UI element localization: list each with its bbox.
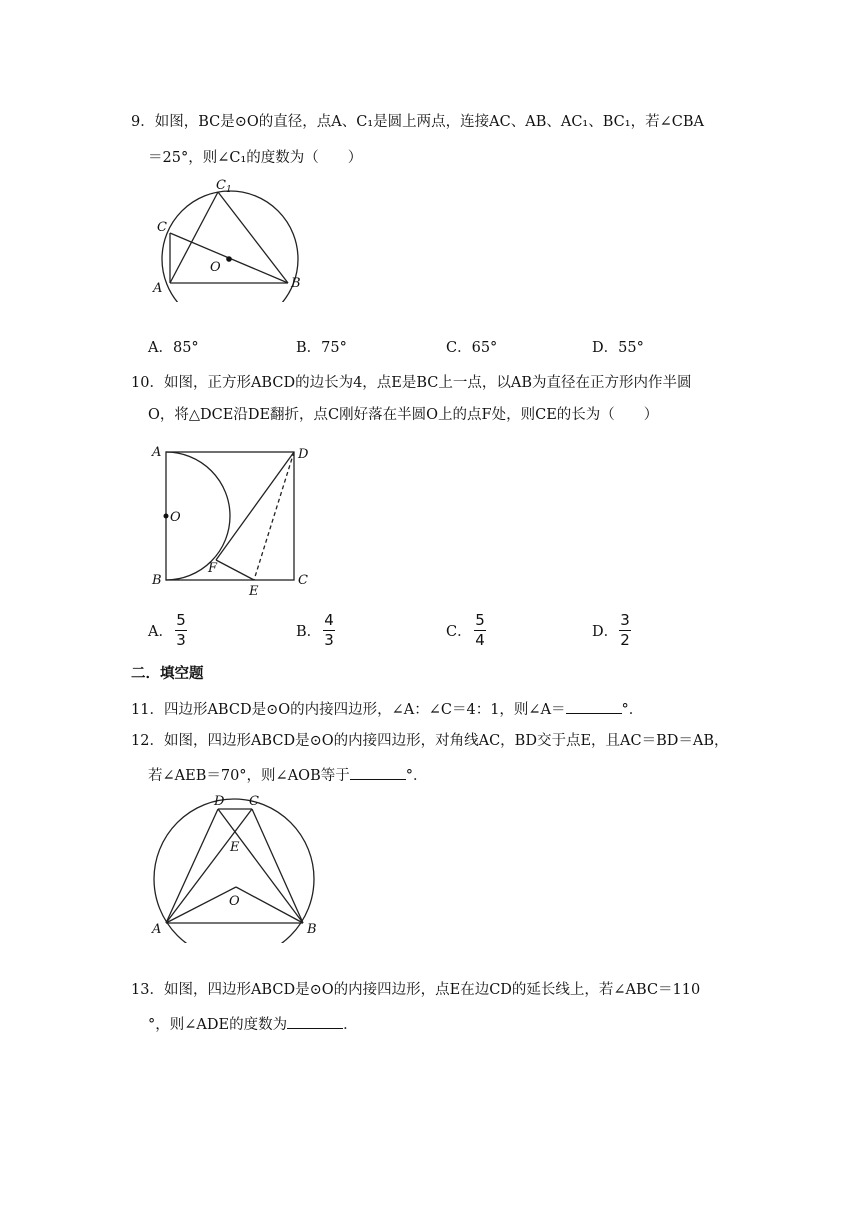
q11-line [131, 698, 643, 720]
q10-label-f: F [208, 561, 218, 576]
q12-text-after: °． [405, 768, 428, 784]
q13-text-after: ． [343, 1017, 358, 1033]
q11-text: 四边形ABCD是⊙O的内接四边形，∠A：∠C＝4：1，则∠A＝ [163, 702, 566, 718]
q9-center-dot [226, 256, 232, 262]
q10-option-d-fraction: 3 2 [620, 611, 630, 649]
q12-answer-blank[interactable] [350, 764, 406, 780]
q12-figure [148, 793, 328, 943]
q12-circle [154, 799, 314, 943]
q12-label-c: C [249, 794, 259, 809]
q9-label-a: A [153, 281, 163, 296]
q10-label-a: A [152, 445, 162, 460]
q9-number: 9． [131, 114, 155, 130]
q9-line1 [131, 112, 704, 132]
q13-answer-blank[interactable] [287, 1013, 343, 1029]
q9-label-c: C [157, 220, 167, 235]
q9-option-c[interactable]: C．65° [446, 340, 498, 356]
q11-number: 11． [131, 702, 164, 718]
q9-option-b[interactable]: B．75° [296, 340, 347, 356]
q9-text-line1: 如图，BC是⊙O的直径，点A、C₁是圆上两点，连接AC、AB、AC₁、BC₁，若∠CBA [154, 114, 704, 130]
q12-text-line1: 如图，四边形ABCD是⊙O的内接四边形，对角线AC，BD交于点E，且AC＝BD＝AB， [163, 733, 729, 749]
q13-line1 [131, 980, 700, 1000]
q10-option-a-fraction: 5 3 [176, 611, 186, 649]
q10-line2: O，将△DCE沿DE翻折，点C刚好落在半圆O上的点F处，则CE的长为（ ） [148, 407, 659, 423]
q10-text-line1: 如图，正方形ABCD的边长为4，点E是BC上一点，以AB为直径在正方形内作半圆 [163, 375, 692, 391]
q10-label-o: O [170, 510, 181, 525]
q9-figure [148, 172, 318, 302]
q12-label-o: O [229, 894, 240, 909]
q12-line2 [148, 764, 427, 786]
q13-line2 [148, 1013, 358, 1035]
q10-label-c: C [298, 573, 308, 588]
q10-option-a[interactable]: A． [148, 624, 173, 640]
q10-figure [148, 442, 320, 598]
q11-answer-blank[interactable] [566, 698, 622, 714]
q10-option-d[interactable]: D． [592, 624, 619, 640]
q12-label-a: A [152, 922, 162, 937]
q10-option-b[interactable]: B． [296, 624, 322, 640]
q10-option-c[interactable]: C． [446, 624, 472, 640]
q9-option-a[interactable]: A．85° [148, 340, 199, 356]
q12-text-line2: 若∠AEB＝70°，则∠AOB等于 [148, 768, 350, 784]
q10-label-e: E [249, 584, 259, 598]
q10-label-d: D [298, 447, 309, 462]
q9-label-b: B [291, 276, 301, 291]
q10-option-c-fraction: 5 4 [475, 611, 485, 649]
q10-option-b-fraction: 4 3 [324, 611, 334, 649]
q9-line2: ＝25°，则∠C₁的度数为（ ） [148, 150, 363, 166]
q13-text-line2: °，则∠ADE的度数为 [148, 1017, 288, 1033]
section-fill-in-blank-heading: 二．填空题 [131, 666, 204, 682]
q12-label-b: B [307, 922, 317, 937]
q9-label-c1-sub: 1 [226, 185, 232, 195]
q10-line1 [131, 373, 692, 393]
q10-label-b: B [152, 573, 162, 588]
q9-option-d[interactable]: D．55° [592, 340, 644, 356]
q13-text-line1: 如图，四边形ABCD是⊙O的内接四边形，点E在边CD的延长线上，若∠ABC＝110 [163, 982, 701, 998]
q10-number: 10． [131, 375, 164, 391]
q9-label-o: O [210, 260, 221, 275]
q9-label-c1: C [216, 178, 226, 193]
q10-center-dot [164, 514, 169, 519]
q12-number: 12． [131, 733, 164, 749]
q12-line1 [131, 731, 729, 751]
q13-number: 13． [131, 982, 164, 998]
q12-label-e: E [230, 840, 240, 855]
q12-label-d: D [214, 794, 225, 809]
q11-text-after: °． [621, 702, 644, 718]
